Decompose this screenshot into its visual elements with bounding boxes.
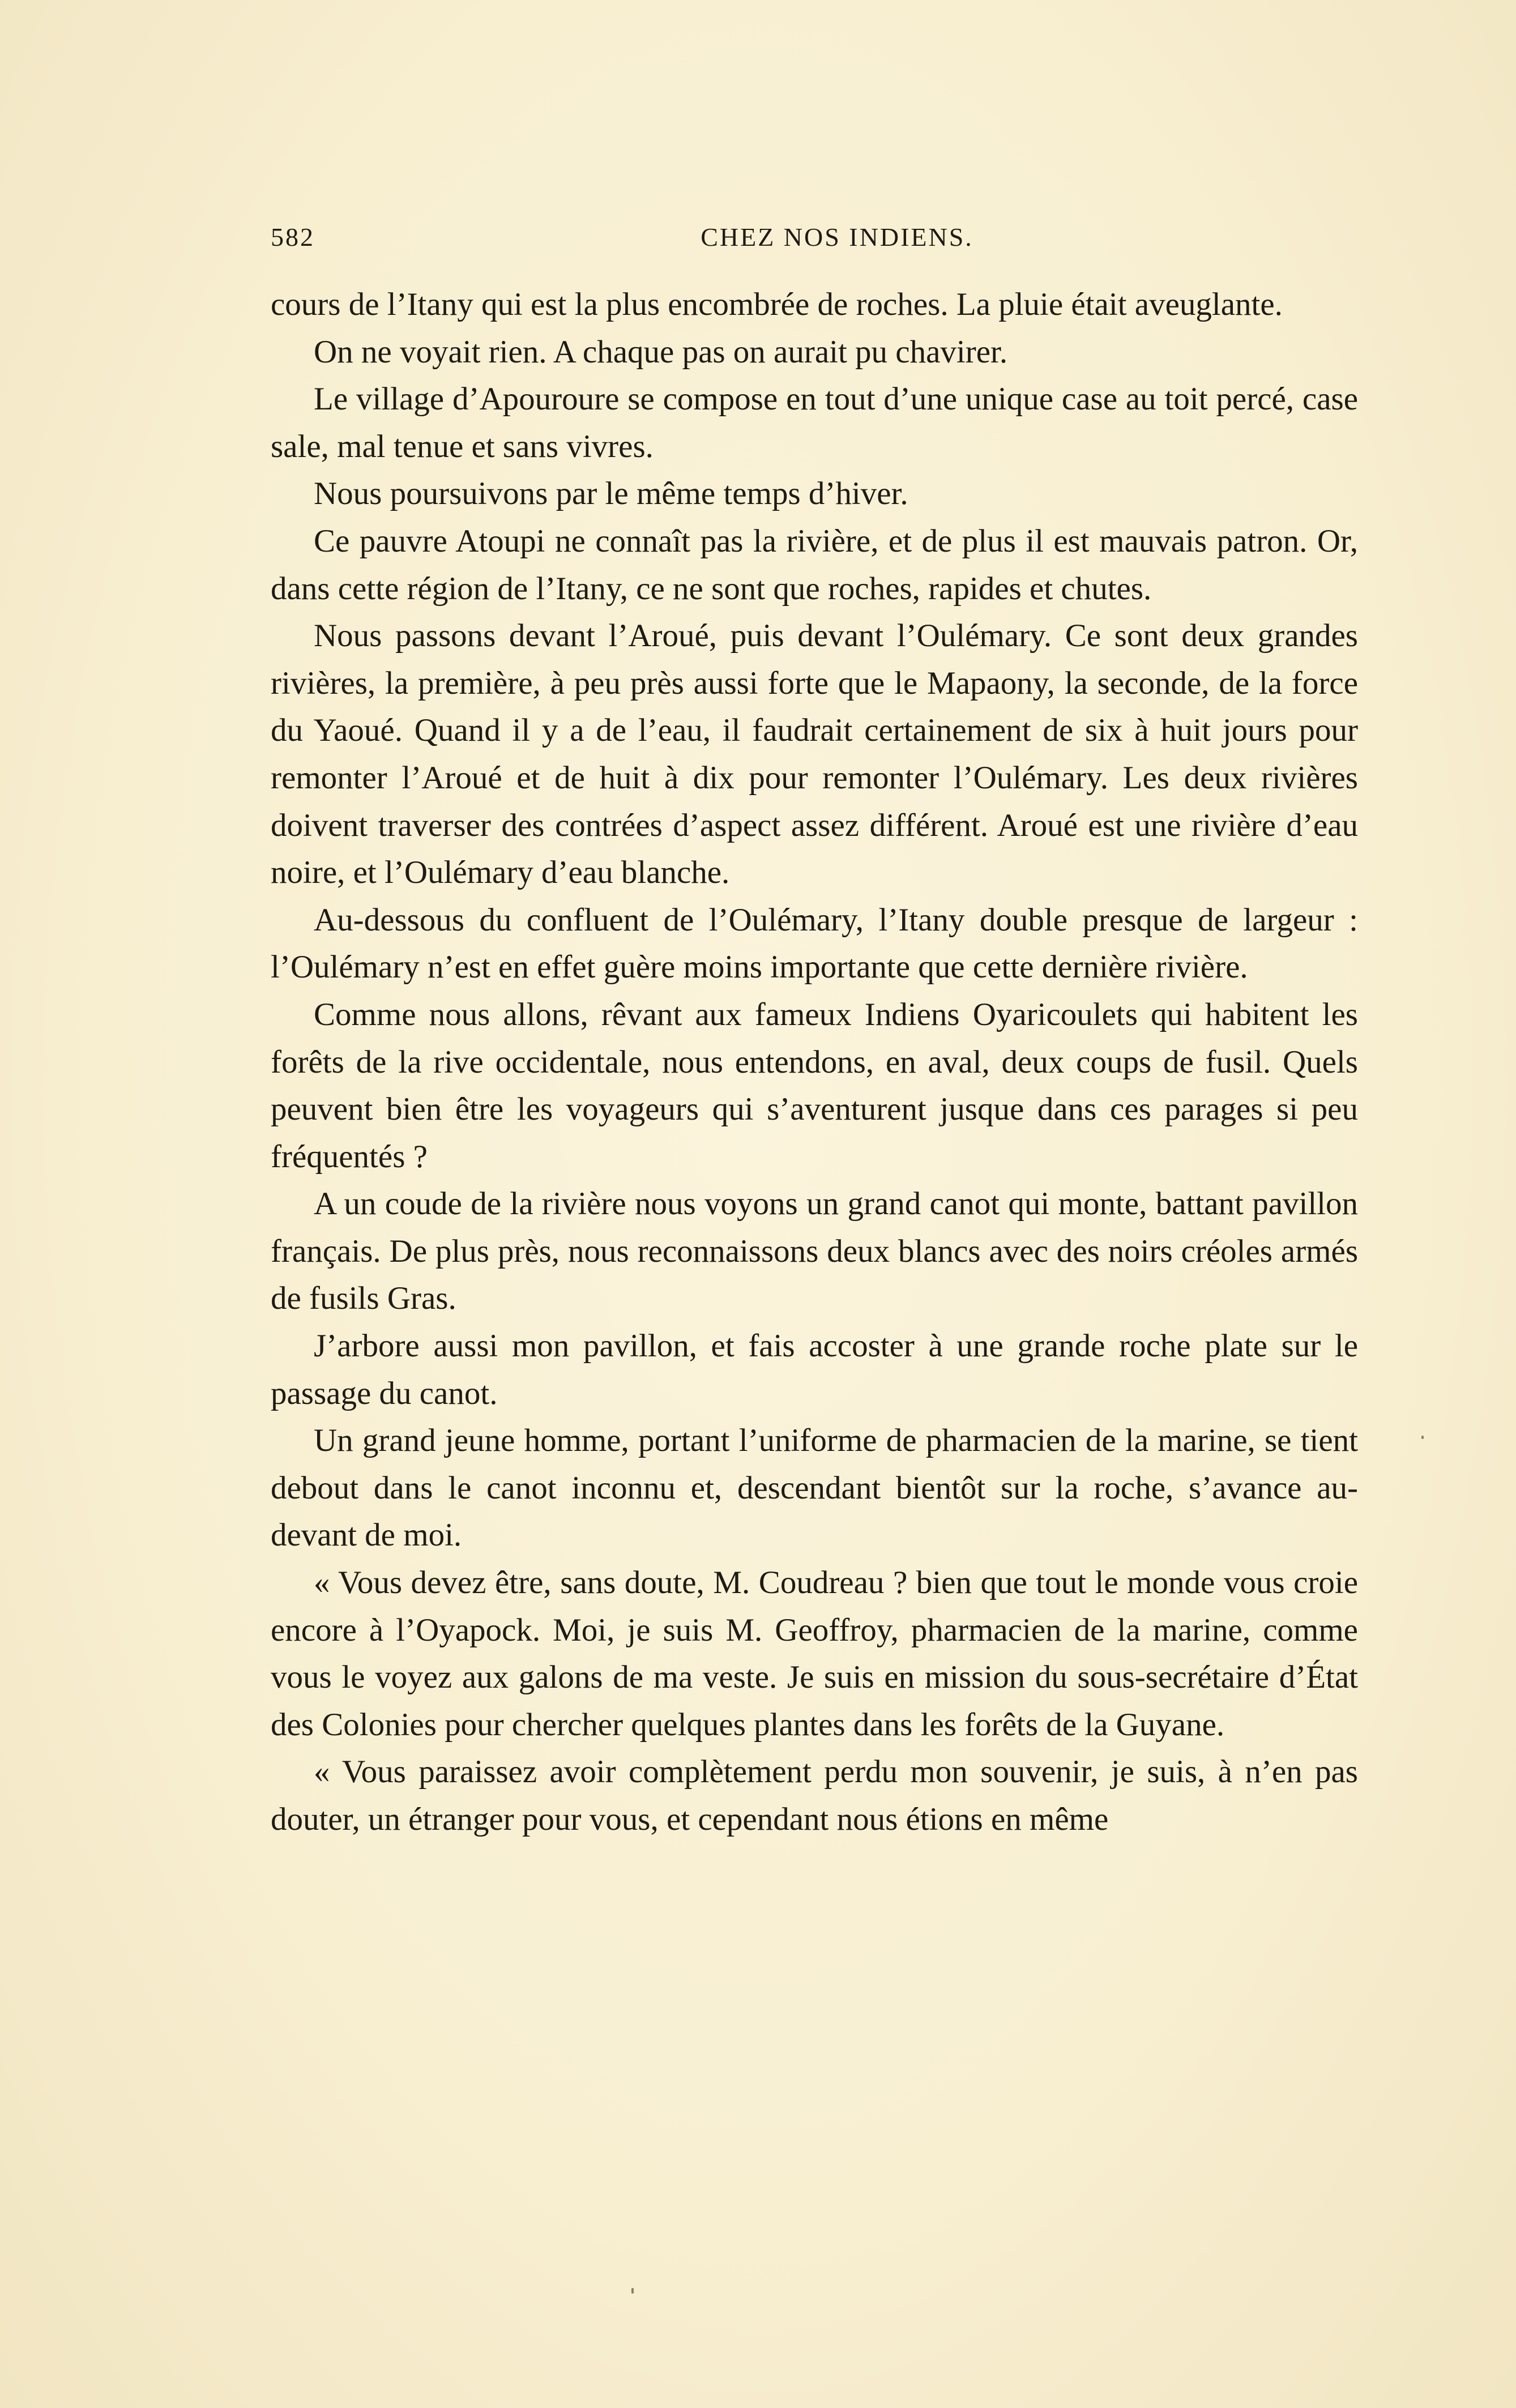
page-header (271, 222, 1358, 262)
paragraph: « Vous paraissez avoir complètement perdu mon souvenir, je suis, à n’en pas douter, un étranger pour vous, et cependant nous étions en même (271, 1754, 1358, 1837)
paragraph: Comme nous allons, rêvant aux fameux Indiens Oyaricoulets qui habitent les forêts de la rive occidentale, nous entendons, en aval, deux coups de fusil. Quels peuvent bien être les voyageurs qui s’aventurent jusque dans ces parages si peu fréquentés ? (271, 996, 1358, 1175)
paragraph: A un coude de la rivière nous voyons un grand canot qui monte, battant pavillon français. De plus près, nous reconnaissons deux blancs avec des noirs créoles armés de fusils Gras. (271, 1186, 1358, 1317)
paragraph: J’arbore aussi mon pavillon, et fais accoster à une grande roche plate sur le passage du canot. (271, 1328, 1358, 1411)
paragraph: Un grand jeune homme, portant l’uniforme de pharmacien de la marine, se tient debout dans le canot inconnu et, descendant bientôt sur la roche, s’avance au-devant de moi. (271, 1423, 1358, 1553)
page-number: 582 (271, 223, 315, 251)
paragraph: Nous passons devant l’Aroué, puis devant l’Oulémary. Ce sont deux grandes rivières, la première, à peu près aussi forte que le Mapaony, la seconde, de la force du Yaoué. Quand il y a de l’eau, il faudrait certainement de six à huit jours pour remonter l’Aroué et de huit à dix pour remonter l’Oulémary. Les deux rivières doivent traverser des contrées d’aspect assez différent. Aroué est une rivière d’eau noire, et l’Oulémary d’eau blanche. (271, 618, 1358, 891)
body-text (271, 281, 1358, 1843)
paper-speck (1421, 1436, 1424, 1439)
paragraph: Au-dessous du confluent de l’Oulémary, l’Itany double presque de largeur : l’Oulémary n’est en effet guère moins importante que cette dernière rivière. (271, 902, 1358, 985)
paragraph: On ne voyait rien. A chaque pas on aurait pu chavirer. (314, 334, 1008, 370)
paragraph: « Vous devez être, sans doute, M. Coudreau ? bien que tout le monde vous croie encore à l’Oyapock. Moi, je suis M. Geoffroy, pharmacien de la marine, comme vous le voyez aux galons de ma veste. Je suis en mission du sous-secrétaire d’État des Colonies pour chercher quelques plantes dans les forêts de la Guyane. (271, 1565, 1358, 1743)
paragraph: Le village d’Apouroure se compose en tout d’une unique case au toit percé, case sale, mal tenue et sans vivres. (271, 381, 1358, 464)
running-title: CHEZ NOS INDIENS. (701, 223, 973, 251)
paragraph: Nous poursuivons par le même temps d’hiver. (314, 476, 908, 512)
paragraph: Ce pauvre Atoupi ne connaît pas la rivière, et de plus il est mauvais patron. Or, dans cette région de l’Itany, ce ne sont que roches, rapides et chutes. (271, 523, 1358, 607)
paper-speck (631, 2288, 634, 2294)
paragraph: cours de l’Itany qui est la plus encombrée de roches. La pluie était aveuglante. (271, 287, 1283, 322)
